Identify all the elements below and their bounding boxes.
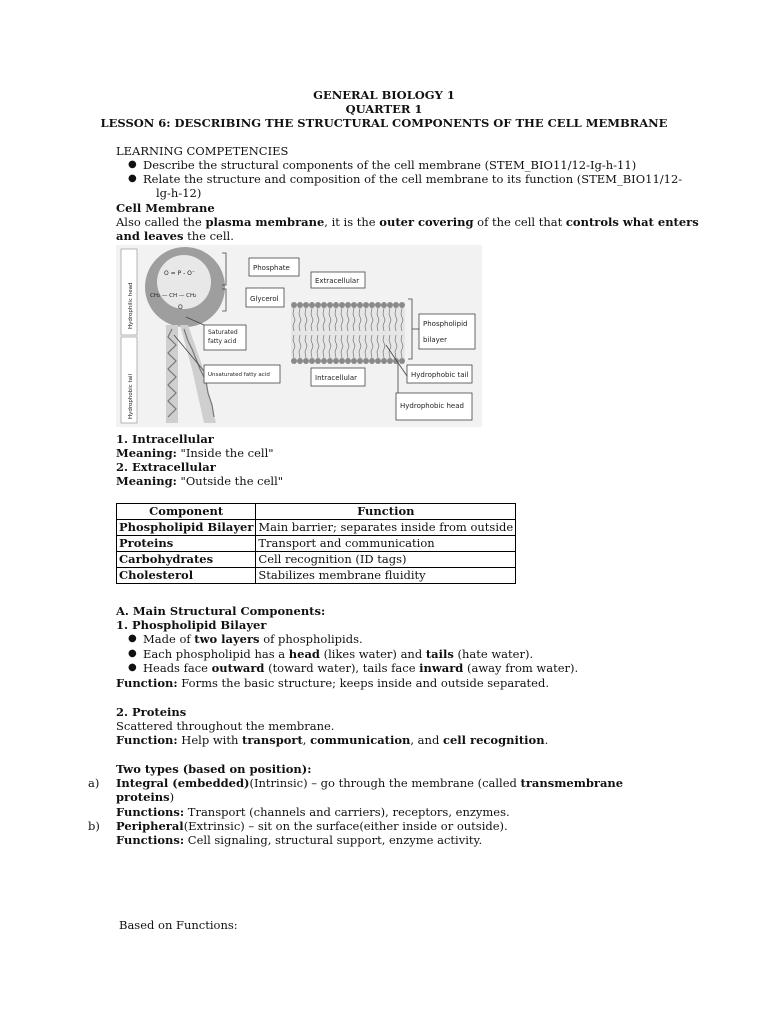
bilayer-head-dot <box>321 358 327 364</box>
table-cell: Cell recognition (ID tags) <box>256 552 516 568</box>
bilayer-head-dot <box>291 302 297 308</box>
bilayer-head-dot <box>333 302 339 308</box>
based-on-functions: Based on Functions: <box>119 918 238 932</box>
lesson-title: LESSON 6: DESCRIBING THE STRUCTURAL COMPONENTS OF THE CELL MEMBRANE <box>100 116 668 130</box>
phospholipid-function: Function: Forms the basic structure; keeps inside and outside separated. <box>116 676 549 690</box>
bilayer-head-dot <box>303 302 309 308</box>
table-row <box>117 520 516 536</box>
saturated-label-1: Saturated <box>208 329 238 336</box>
section-a-title: A. Main Structural Components: <box>116 604 326 618</box>
bilayer-head-dot <box>357 358 363 364</box>
bilayer-head-dot <box>393 302 399 308</box>
cell-membrane-para-cont: and leaves the cell. <box>116 229 234 243</box>
hydrophobic-head-label: Hydrophobic head <box>400 402 464 410</box>
table-cell: Phospholipid Bilayer <box>117 520 256 536</box>
phospholipid-bilayer <box>291 307 405 359</box>
bilayer-head-dot <box>333 358 339 364</box>
integral-line: Integral (embedded)(Intrinsic) – go through the membrane (called transmembrane <box>116 776 624 790</box>
bilayer-head-dot <box>351 358 357 364</box>
bilayer-head-dot <box>339 302 345 308</box>
saturated-label-2: fatty acid <box>208 338 237 345</box>
head-inner-circle <box>157 255 211 309</box>
extracellular-meaning: Meaning: "Outside the cell" <box>116 474 284 488</box>
bilayer-head-dot <box>375 302 381 308</box>
phospholipid-label-2: bilayer <box>423 336 447 344</box>
competency-item-cont: lg-h-12) <box>156 186 202 200</box>
peripheral-line: Peripheral(Extrinsic) – sit on the surface(either inside or outside). <box>116 819 508 833</box>
bilayer-head-dot <box>351 302 357 308</box>
bilayer-head-dot <box>315 302 321 308</box>
bilayer-head-dot <box>369 358 375 364</box>
table-header: Function <box>256 504 516 520</box>
two-types-title: Two types (based on position): <box>116 762 312 776</box>
bilayer-head-dot <box>291 358 297 364</box>
bilayer-head-dot <box>303 358 309 364</box>
phosphate-formula: O = P - O⁻ <box>164 270 196 277</box>
table-cell: Proteins <box>117 536 256 552</box>
intracellular-title: 1. Intracellular <box>116 432 214 446</box>
hydrophobic-side-label: Hydrophobic tail <box>128 373 134 419</box>
bilayer-head-dot <box>375 358 381 364</box>
proteins-text: Scattered throughout the membrane. <box>116 719 335 733</box>
table-row <box>117 552 516 568</box>
integral-functions: Functions: Transport (channels and carriers), receptors, enzymes. <box>116 805 510 819</box>
intracellular-label: Intracellular <box>315 374 358 382</box>
competency-item: ● Describe the structural components of the cell membrane (STEM_BIO11/12-Ig-h-11) <box>130 158 636 172</box>
bilayer-head-dot <box>297 358 303 364</box>
table-header-row <box>117 504 516 520</box>
bilayer-head-dot <box>381 302 387 308</box>
bilayer-head-dot <box>369 302 375 308</box>
peripheral-functions: Functions: Cell signaling, structural support, enzyme activity. <box>116 833 483 847</box>
bilayer-head-dot <box>363 358 369 364</box>
bilayer-head-dot <box>297 302 303 308</box>
components-table <box>116 503 516 584</box>
extracellular-label: Extracellular <box>315 277 360 285</box>
cell-membrane-para: Also called the plasma membrane, it is the outer covering of the cell that controls what enters <box>116 215 699 229</box>
table-row <box>117 568 516 584</box>
extracellular-title: 2. Extracellular <box>116 460 216 474</box>
list-marker: b) <box>88 819 100 833</box>
table-cell: Cholesterol <box>117 568 256 584</box>
table-cell: Stabilizes membrane fluidity <box>256 568 516 584</box>
competency-item: ● Relate the structure and composition of the cell membrane to its function (STEM_BIO11/12- <box>130 172 682 186</box>
bilayer-head-dot <box>387 358 393 364</box>
hydrophilic-side-label: Hydrophilic head <box>128 282 134 329</box>
table-row <box>117 536 516 552</box>
bullet-item: ● Made of two layers of phospholipids. <box>130 632 363 646</box>
intracellular-meaning: Meaning: "Inside the cell" <box>116 446 274 460</box>
glycerol-label: Glycerol <box>250 295 279 303</box>
unsaturated-label: Unsaturated fatty acid <box>208 372 270 378</box>
integral-line-cont: proteins) <box>116 790 175 804</box>
bilayer-head-dot <box>315 358 321 364</box>
bullet-item: ● Each phospholipid has a head (likes water) and tails (hate water). <box>130 647 533 661</box>
bilayer-head-dot <box>327 302 333 308</box>
table-cell: Carbohydrates <box>117 552 256 568</box>
bullet-item: ● Heads face outward (toward water), tails face inward (away from water). <box>130 661 578 675</box>
list-marker: a) <box>88 776 100 790</box>
quarter-title: QUARTER 1 <box>345 102 423 116</box>
glycerol-formula: CH₂ — CH — CH₂ <box>150 293 197 299</box>
bilayer-head-dot <box>327 358 333 364</box>
bilayer-head-dot <box>345 358 351 364</box>
bilayer-head-dot <box>345 302 351 308</box>
bilayer-head-dot <box>363 302 369 308</box>
cell-membrane-diagram <box>116 245 482 427</box>
proteins-function: Function: Help with transport, communication, and cell recognition. <box>116 733 549 747</box>
saturated-tail <box>166 325 178 423</box>
course-title: GENERAL BIOLOGY 1 <box>313 88 455 102</box>
bilayer-head-dot <box>339 358 345 364</box>
oxygen-label: O <box>178 304 183 311</box>
table-cell: Main barrier; separates inside from outside <box>256 520 516 536</box>
phospholipid-label-1: Phospholipid <box>423 320 468 328</box>
bilayer-head-dot <box>357 302 363 308</box>
bilayer-head-dot <box>321 302 327 308</box>
phospholipid-subtitle: 1. Phospholipid Bilayer <box>116 618 267 632</box>
bilayer-head-dot <box>387 302 393 308</box>
table-header: Component <box>117 504 256 520</box>
competencies-heading: LEARNING COMPETENCIES <box>116 144 289 158</box>
bilayer-head-dot <box>381 358 387 364</box>
cell-membrane-title: Cell Membrane <box>116 201 215 215</box>
table-cell: Transport and communication <box>256 536 516 552</box>
phosphate-label: Phosphate <box>253 264 290 272</box>
proteins-subtitle: 2. Proteins <box>116 705 187 719</box>
bilayer-head-dot <box>399 358 405 364</box>
hydrophobic-tail-label: Hydrophobic tail <box>411 371 469 379</box>
bilayer-head-dot <box>309 302 315 308</box>
bilayer-head-dot <box>399 302 405 308</box>
bilayer-head-dot <box>309 358 315 364</box>
